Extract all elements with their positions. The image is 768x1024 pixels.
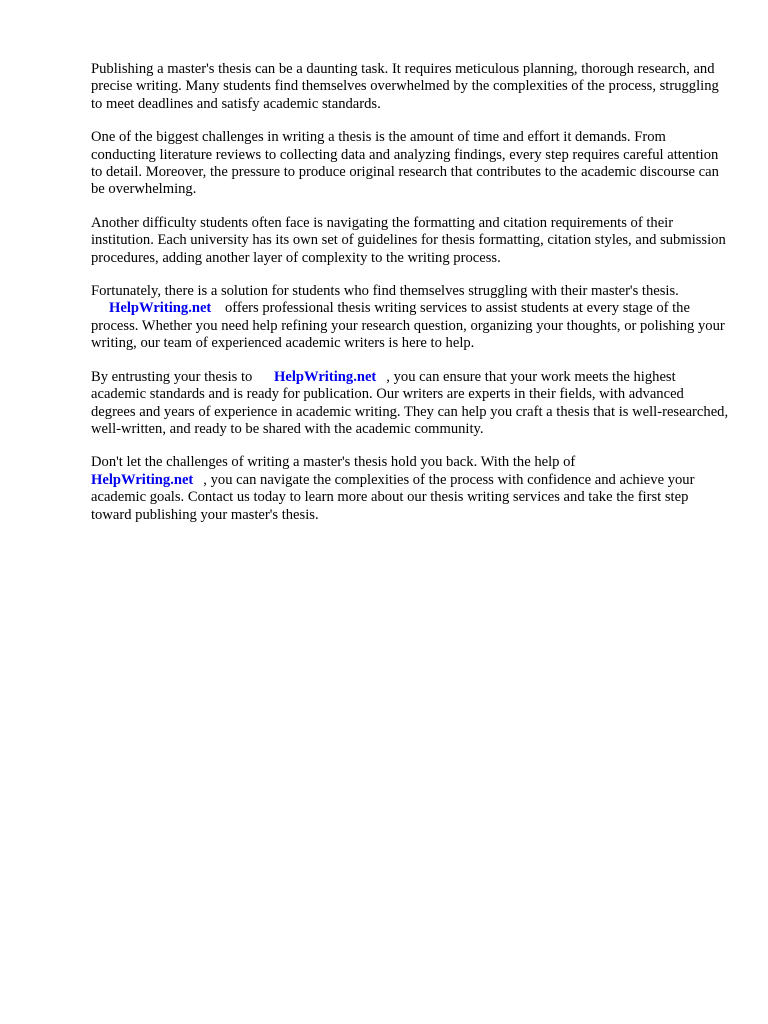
paragraph-challenges: One of the biggest challenges in writing a thesis is the amount of time and effort it demands. From conducting literature reviews to collecting data and analyzing findings, every step requires careful attention to detail. Moreover, the pressure to produce original research that contributes to the academic discourse can be overwhelming. [91,129,719,198]
helpwriting-link-2[interactable]: HelpWriting.net [274,368,377,385]
helpwriting-link-1[interactable]: HelpWriting.net [109,300,212,317]
paragraph-solution [91,283,731,353]
paragraph-intro: Publishing a master's thesis can be a daunting task. It requires meticulous planning, thorough research, and precise writing. Many students find themselves overwhelmed by the complexities of the process, struggling to meet deadlines and satisfy academic standards. [91,61,719,112]
paragraph-closing-text-after: , you can navigate the complexities of the process with confidence and achieve your academic goals. Contact us today to learn more about our thesis writing services and take the first step toward publishing your master's thesis. [91,471,695,523]
document-body [91,61,731,540]
helpwriting-link-3[interactable]: HelpWriting.net [91,471,194,488]
paragraph-closing-text-before: Don't let the challenges of writing a master's thesis hold you back. With the help of [91,454,576,471]
paragraph-entrusting [91,369,731,439]
paragraph-entrusting-text-before: By entrusting your thesis to [91,368,253,385]
paragraph-solution-text-after: offers professional thesis writing services to assist students at every stage of the process. Whether you need help refining your research question, organizing your thoughts, or polishing your writing, our team of experienced academic writers is here to help. [91,300,725,352]
paragraph-formatting: Another difficulty students often face is navigating the formatting and citation requirements of their institution. Each university has its own set of guidelines for thesis formatting, citation styles, and submission procedures, adding another layer of complexity to the writing process. [91,214,726,266]
paragraph-closing [91,454,731,524]
paragraph-entrusting-text-after: , you can ensure that your work meets the highest academic standards and is ready for publication. Our writers are experts in their fields, with advanced degrees and years of experience in academic writing. They can help you craft a thesis that is well-researched, well-written, and ready to be shared with the academic community. [91,368,729,437]
paragraph-solution-text-before: Fortunately, there is a solution for students who find themselves struggling with their master's thesis. [91,283,679,300]
